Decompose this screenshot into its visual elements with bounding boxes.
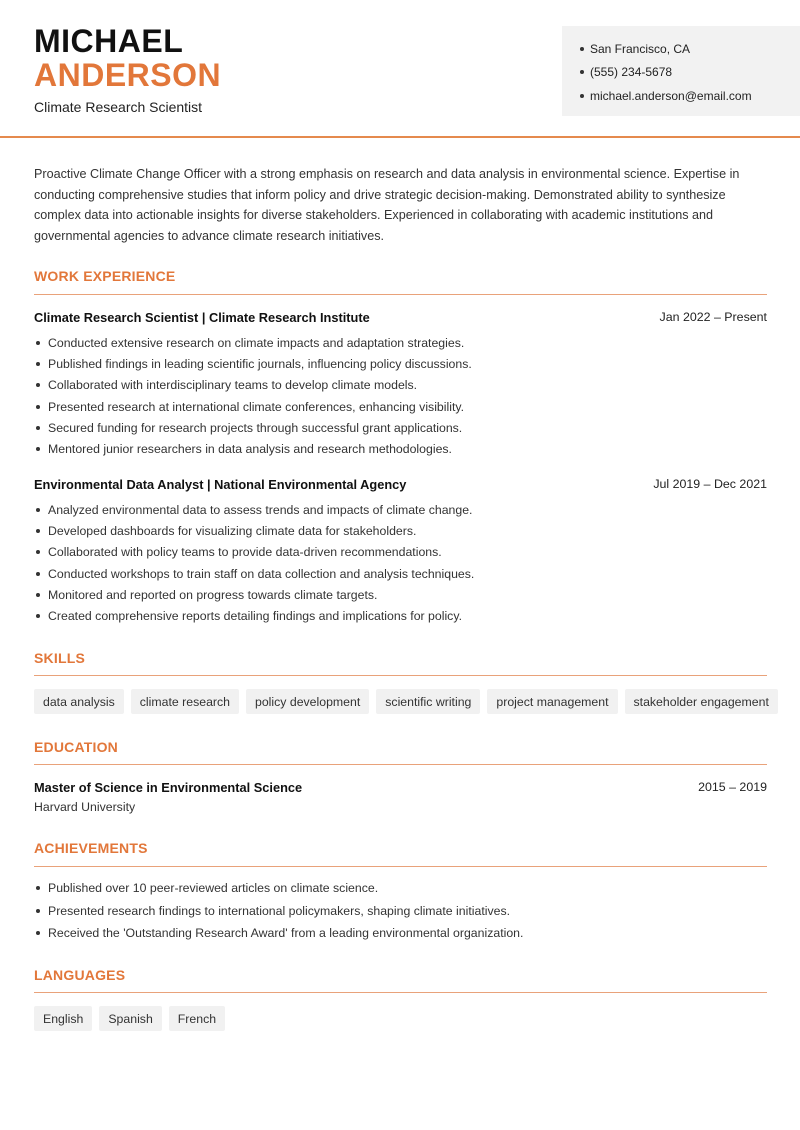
section-divider bbox=[34, 764, 767, 765]
list-item bbox=[34, 520, 770, 541]
list-item bbox=[34, 375, 770, 396]
bullet-icon bbox=[36, 593, 40, 597]
bullet-icon bbox=[36, 341, 40, 345]
profile-summary: Proactive Climate Change Officer with a strong emphasis on research and data analysis in environmental science. Expertise in conducting comprehensive studies that inform policy and drive strategic decision-making. Demonstrated ability to synthesize complex data into actionable insights for diverse stakeholders. Experienced in collaborating with academic institutions and governmental agencies to advance climate research initiatives. bbox=[34, 167, 740, 243]
languages-list bbox=[34, 1006, 225, 1031]
bullet-text: Collaborated with interdisciplinary teams to develop climate models. bbox=[48, 378, 418, 393]
bullet-text: Conducted extensive research on climate impacts and adaptation strategies. bbox=[48, 335, 465, 350]
job-title-heading: Climate Research Scientist bbox=[34, 99, 203, 115]
language-tag: French bbox=[169, 1006, 225, 1031]
list-item bbox=[34, 584, 770, 605]
bullet-icon bbox=[36, 572, 40, 576]
bullet-text: Published over 10 peer-reviewed articles on climate science. bbox=[48, 881, 379, 896]
skills-list bbox=[34, 689, 778, 714]
contact-box bbox=[562, 26, 800, 116]
list-item bbox=[34, 353, 770, 374]
language-tag: Spanish bbox=[99, 1006, 161, 1031]
bullet-icon bbox=[36, 426, 40, 430]
contact-location bbox=[580, 37, 800, 61]
bullet-text: Secured funding for research projects through successful grant applications. bbox=[48, 420, 463, 435]
education-dates: 2015 – 2019 bbox=[698, 780, 767, 794]
skill-tag: stakeholder engagement bbox=[625, 689, 778, 714]
skill-tag: climate research bbox=[131, 689, 239, 714]
bullet-icon bbox=[36, 550, 40, 554]
skill-tag: project management bbox=[487, 689, 617, 714]
section-title-work: WORK EXPERIENCE bbox=[34, 268, 176, 284]
email-text: michael.anderson@email.com bbox=[590, 88, 752, 103]
section-divider bbox=[34, 675, 767, 676]
bullet-text: Received the 'Outstanding Research Award' from a leading environmental organization. bbox=[48, 926, 524, 941]
phone-text: (555) 234-5678 bbox=[590, 65, 673, 80]
bullet-text: Created comprehensive reports detailing findings and implications for policy. bbox=[48, 609, 462, 624]
bullet-text: Published findings in leading scientific journals, influencing policy discussions. bbox=[48, 356, 472, 371]
language-tag: English bbox=[34, 1006, 92, 1031]
achievements-list bbox=[34, 877, 770, 945]
job-dates: Jul 2019 – Dec 2021 bbox=[653, 477, 767, 491]
skill-tag: policy development bbox=[246, 689, 369, 714]
bullet-icon bbox=[36, 405, 40, 409]
bullet-icon bbox=[36, 614, 40, 618]
list-item bbox=[34, 332, 770, 353]
job-dates: Jan 2022 – Present bbox=[659, 310, 767, 324]
list-item bbox=[34, 605, 770, 626]
bullet-text: Analyzed environmental data to assess trends and impacts of climate change. bbox=[48, 502, 473, 517]
bullet-icon bbox=[36, 886, 40, 890]
bullet-text: Mentored junior researchers in data analysis and research methodologies. bbox=[48, 442, 452, 457]
list-item bbox=[34, 877, 770, 900]
bullet-icon bbox=[36, 529, 40, 533]
bullet-icon bbox=[580, 47, 584, 51]
bullet-icon bbox=[580, 70, 584, 74]
bullet-text: Collaborated with policy teams to provide data-driven recommendations. bbox=[48, 545, 442, 560]
first-name: MICHAEL bbox=[34, 23, 184, 59]
section-divider bbox=[34, 294, 767, 295]
bullet-icon bbox=[580, 94, 584, 98]
list-item bbox=[34, 417, 770, 438]
list-item bbox=[34, 499, 770, 520]
bullet-icon bbox=[36, 508, 40, 512]
bullet-text: Presented research findings to international policymakers, shaping climate initiatives. bbox=[48, 903, 511, 918]
skill-tag: scientific writing bbox=[376, 689, 480, 714]
bullet-icon bbox=[36, 362, 40, 366]
bullet-icon bbox=[36, 447, 40, 451]
bullet-text: Presented research at international climate conferences, enhancing visibility. bbox=[48, 399, 465, 414]
job-title: Climate Research Scientist | Climate Research Institute bbox=[34, 310, 370, 325]
contact-phone bbox=[580, 61, 800, 85]
section-divider bbox=[34, 992, 767, 993]
contact-email bbox=[580, 84, 800, 108]
section-divider bbox=[34, 866, 767, 867]
section-title-languages: LANGUAGES bbox=[34, 967, 126, 983]
school-name: Harvard University bbox=[34, 800, 136, 814]
job-bullets bbox=[34, 332, 770, 460]
bullet-icon bbox=[36, 909, 40, 913]
list-item bbox=[34, 900, 770, 923]
bullet-icon bbox=[36, 383, 40, 387]
list-item bbox=[34, 542, 770, 563]
list-item bbox=[34, 922, 770, 945]
bullet-text: Monitored and reported on progress towards climate targets. bbox=[48, 587, 378, 602]
last-name: ANDERSON bbox=[34, 57, 222, 93]
bullet-text: Developed dashboards for visualizing climate data for stakeholders. bbox=[48, 523, 417, 538]
location-text: San Francisco, CA bbox=[590, 41, 691, 56]
skill-tag: data analysis bbox=[34, 689, 124, 714]
list-item bbox=[34, 396, 770, 417]
list-item bbox=[34, 438, 770, 459]
bullet-text: Conducted workshops to train staff on data collection and analysis techniques. bbox=[48, 566, 475, 581]
job-bullets bbox=[34, 499, 770, 627]
section-title-education: EDUCATION bbox=[34, 739, 118, 755]
section-title-skills: SKILLS bbox=[34, 650, 85, 666]
section-title-achievements: ACHIEVEMENTS bbox=[34, 840, 148, 856]
degree-title: Master of Science in Environmental Science bbox=[34, 780, 303, 795]
list-item bbox=[34, 563, 770, 584]
resume-header bbox=[0, 0, 800, 138]
bullet-icon bbox=[36, 931, 40, 935]
job-title: Environmental Data Analyst | National Environmental Agency bbox=[34, 477, 407, 492]
